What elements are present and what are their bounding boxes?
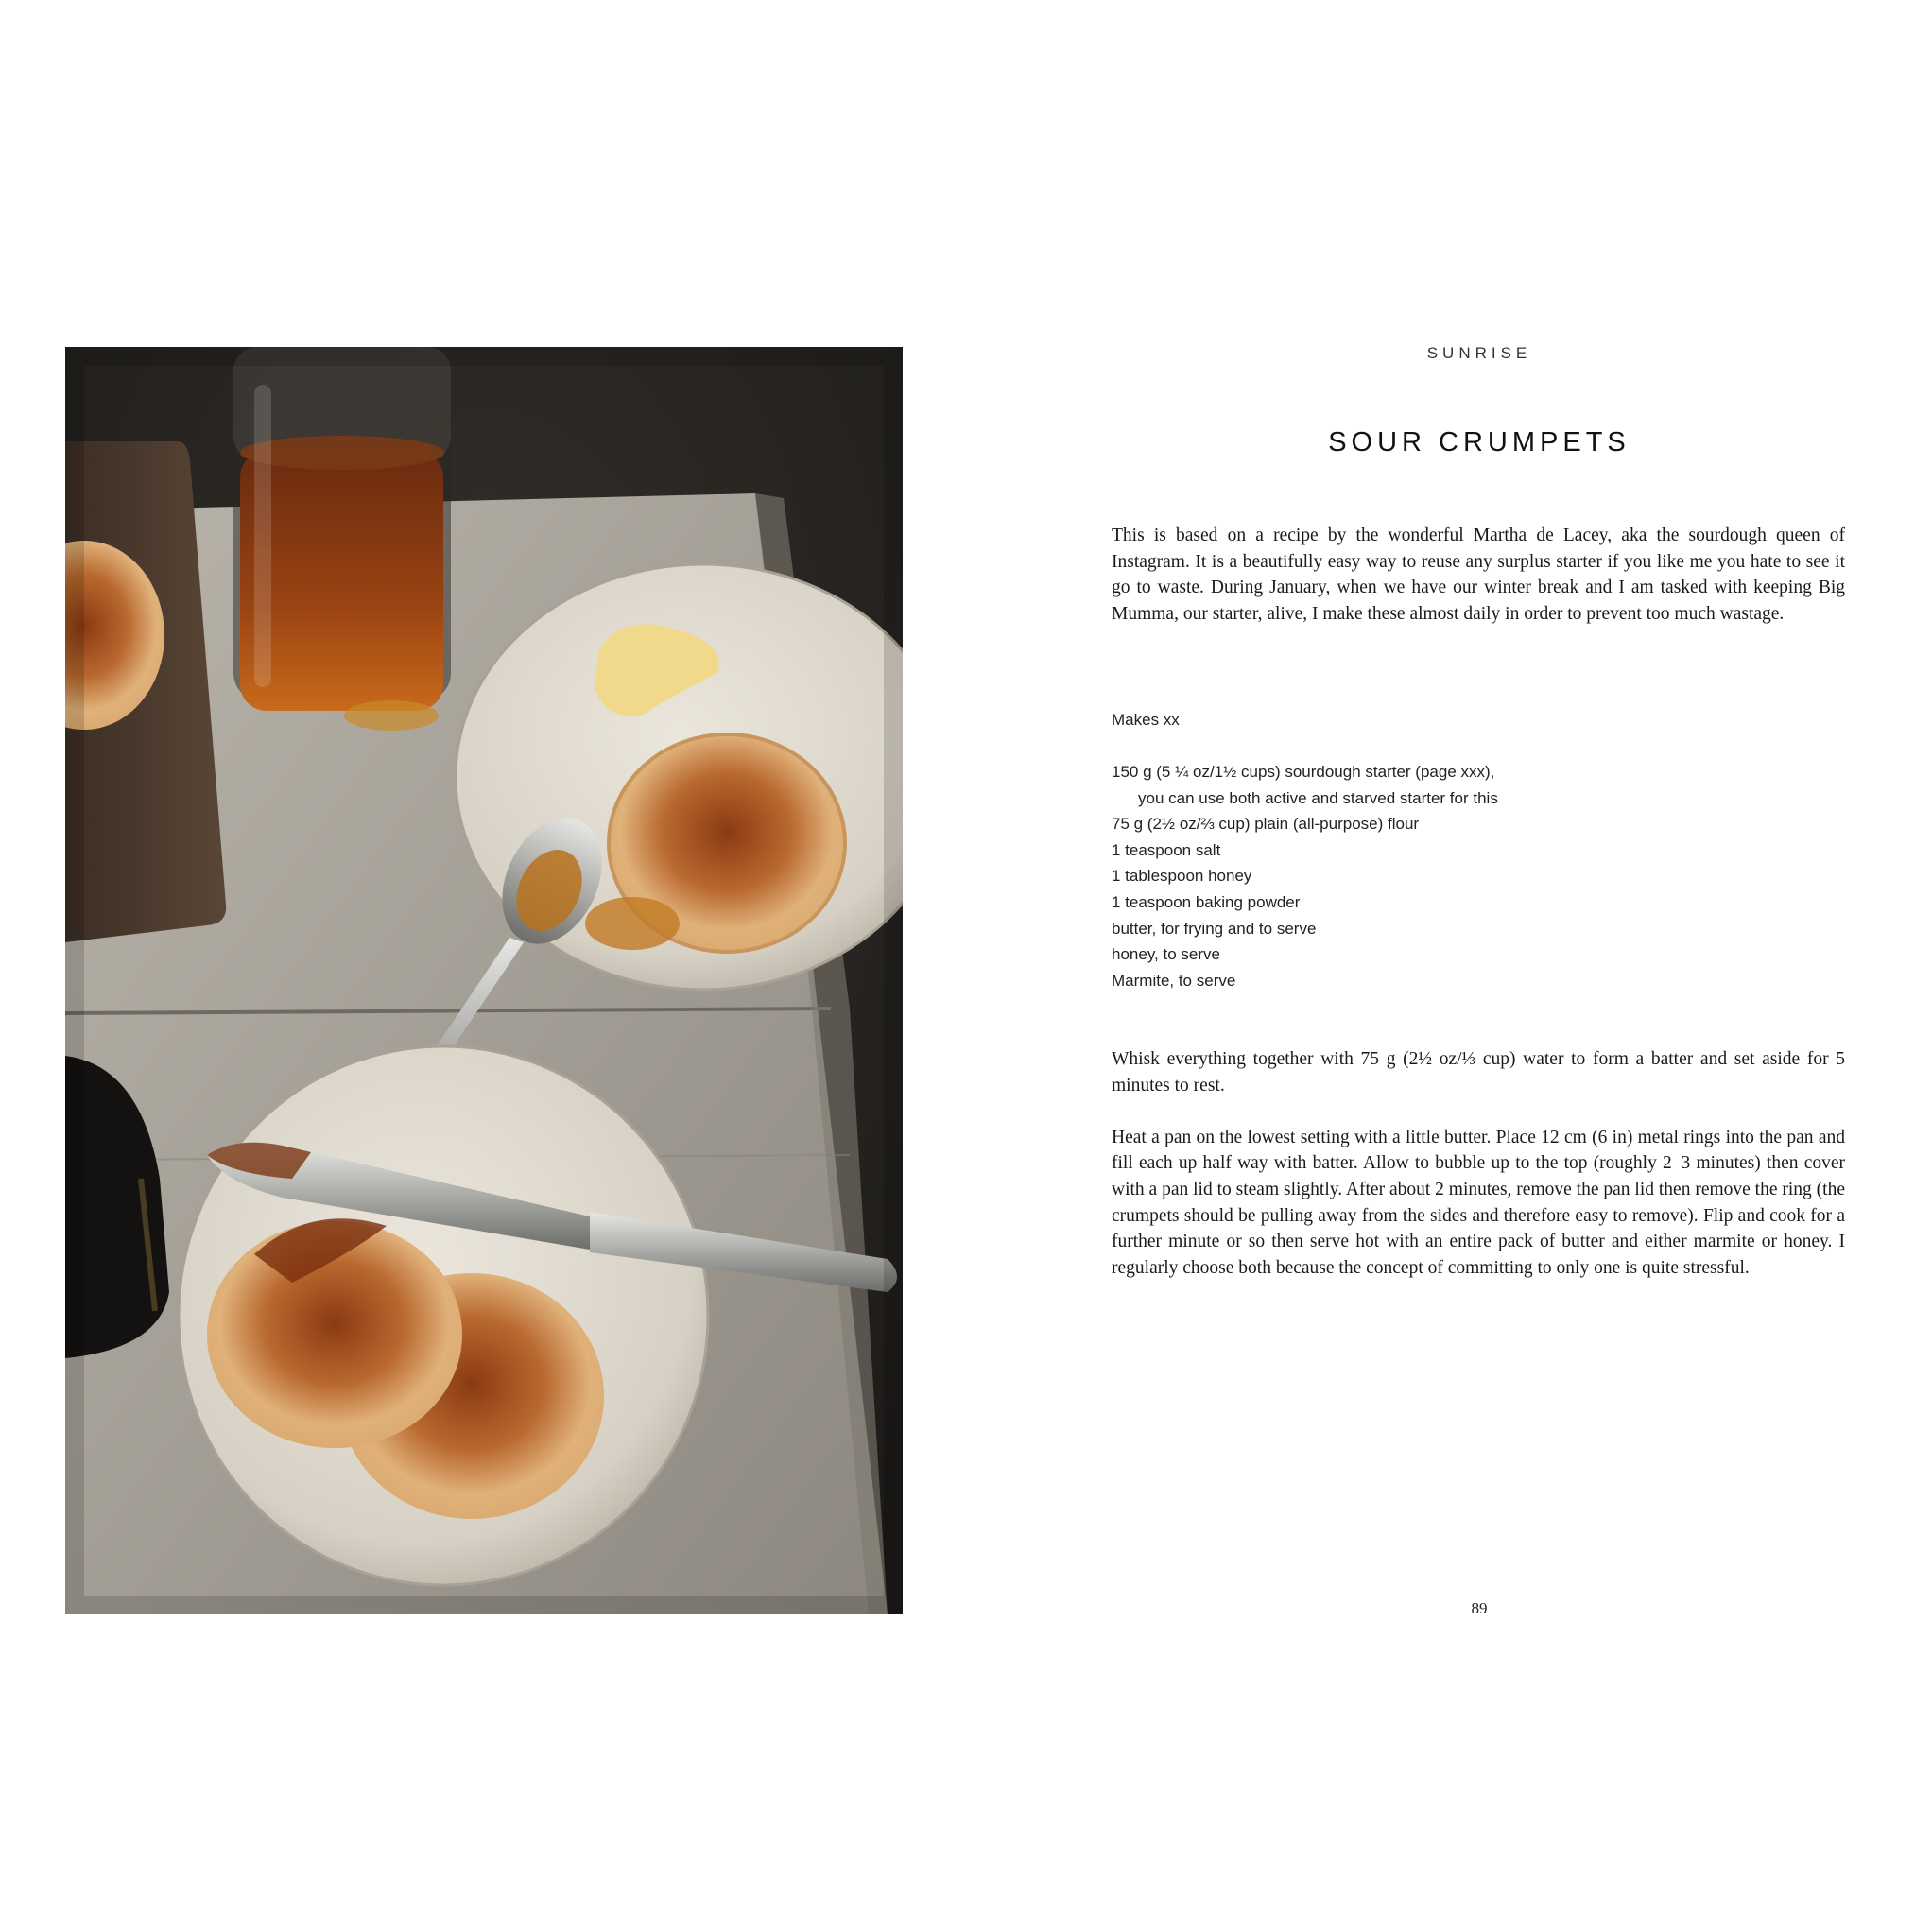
method-step: Heat a pan on the lowest setting with a little butter. Place 12 cm (6 in) metal rings into the pan and fill each up half way with batter. Allow to bubble up to the top (roughly 2–3 minutes) then cover with a pan lid to steam slightly. After about 2 minutes, remove the pan lid then remove the ring (the crumpets should be pulling away from the sides and therefore easy to remove). Flip and cook for a further minute or so then serve hot with an entire pack of butter and either marmite or honey. I regularly choose both because the concept of committing to only one is quite stressful.	[1112, 1127, 1845, 1278]
ingredient-item	[1112, 759, 1849, 811]
recipe-photo	[65, 347, 903, 1614]
ingredient-list	[1112, 759, 1849, 993]
ingredient-continuation: you can use both active and starved starter for this	[1138, 788, 1498, 807]
crumpets-photo-illustration	[65, 347, 903, 1614]
ingredient-line: 150 g (5 ¼ oz/1½ cups) sourdough starter (page xxx),	[1112, 763, 1495, 781]
recipe-title: SOUR CRUMPETS	[1328, 427, 1630, 457]
ingredient-item: honey, to serve	[1112, 945, 1220, 964]
section-label: SUNRISE	[1426, 344, 1532, 362]
ingredient-item: 1 tablespoon honey	[1112, 867, 1252, 886]
recipe-intro: This is based on a recipe by the wonderful Martha de Lacey, aka the sourdough queen of Instagram. It is a beautifully easy way to reuse any surplus starter if you like me you hate to see it go to waste. During January, when we have our winter break and I am tasked with keeping Big Mumma, our starter, alive, I make these almost daily in order to prevent too much wastage.	[1112, 526, 1845, 624]
recipe-yield: Makes xx	[1112, 711, 1180, 729]
ingredient-item: 1 teaspoon baking powder	[1112, 892, 1301, 911]
ingredient-item: Marmite, to serve	[1112, 971, 1236, 990]
page-number: 89	[1471, 1599, 1488, 1617]
ingredient-item: 75 g (2½ oz/⅔ cup) plain (all-purpose) flour	[1112, 815, 1420, 834]
ingredient-item: butter, for frying and to serve	[1112, 919, 1317, 938]
method-step: Whisk everything together with 75 g (2½ oz/⅓ cup) water to form a batter and set aside for 5 minutes to rest.	[1112, 1049, 1845, 1095]
ingredient-item: 1 teaspoon salt	[1112, 840, 1221, 859]
method-section	[1112, 1046, 1845, 1307]
